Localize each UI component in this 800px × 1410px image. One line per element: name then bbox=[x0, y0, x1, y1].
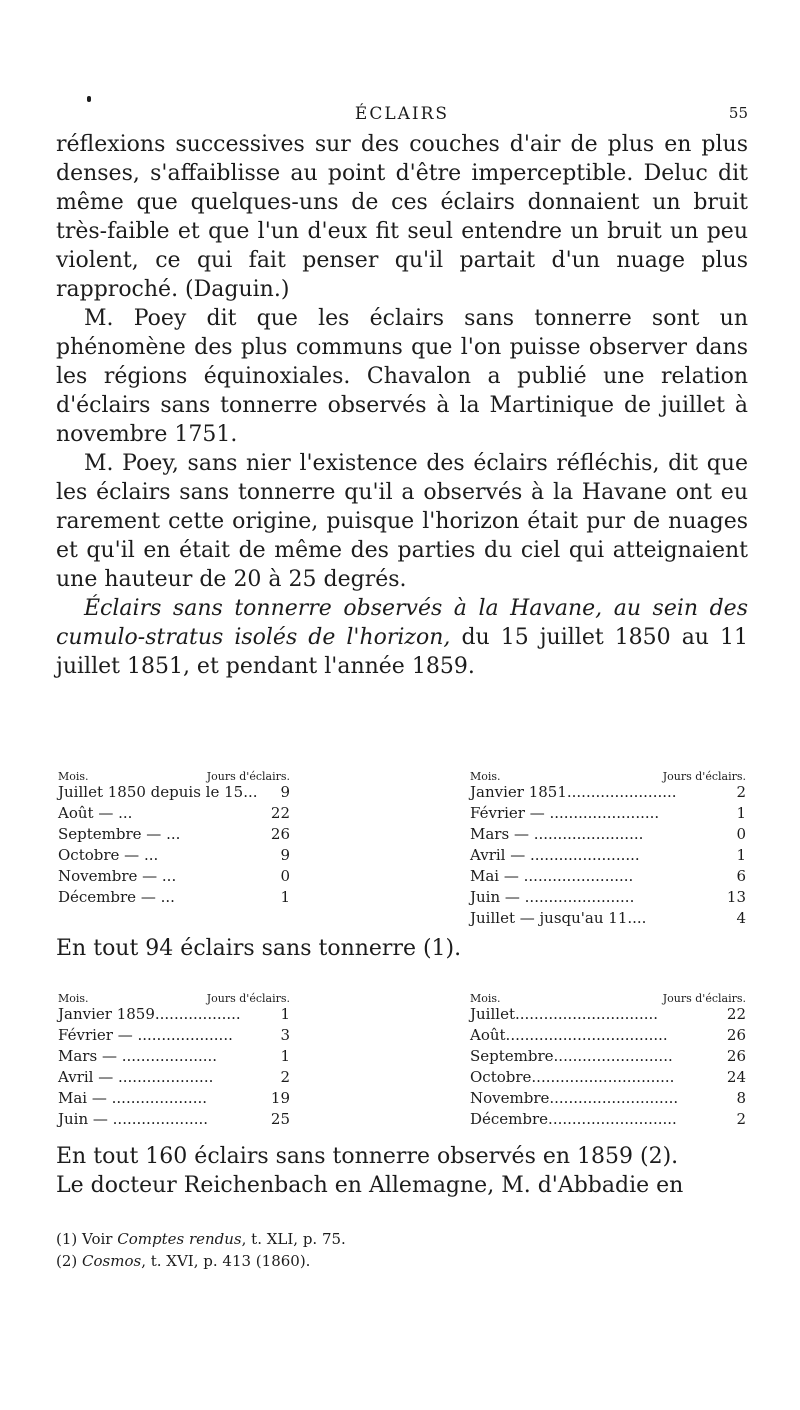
row-mois: Octobre — ... bbox=[58, 846, 159, 864]
table-row bbox=[58, 1088, 290, 1109]
row-jours: 25 bbox=[270, 1110, 290, 1128]
row-jours: 26 bbox=[726, 1026, 746, 1044]
row-jours: 26 bbox=[270, 825, 290, 843]
row-mois: Août.................................. bbox=[470, 1026, 668, 1044]
row-jours: 1 bbox=[280, 1005, 290, 1023]
closing-text bbox=[56, 1142, 748, 1200]
row-mois: Septembre......................... bbox=[470, 1047, 673, 1065]
table-header bbox=[58, 988, 290, 1004]
footnote-ref: , t. XVI, p. 413 (1860). bbox=[141, 1252, 311, 1270]
col-jours: Jours d'éclairs. bbox=[206, 770, 290, 783]
row-mois: Octobre.............................. bbox=[470, 1068, 675, 1086]
footnote bbox=[56, 1228, 346, 1250]
row-jours: 0 bbox=[736, 825, 746, 843]
ink-dot bbox=[87, 96, 91, 102]
table-header bbox=[470, 766, 746, 782]
row-jours: 4 bbox=[736, 909, 746, 927]
row-mois: Mai — ....................... bbox=[470, 867, 634, 885]
row-mois: Août — ... bbox=[58, 804, 133, 822]
row-mois: Mars — .................... bbox=[58, 1047, 218, 1065]
table-row bbox=[58, 1067, 290, 1088]
paragraph: M. Poey, sans nier l'existence des éclairs réfléchis, dit que les éclairs sans tonnerre qu'il a observés à la Havane ont eu rarement cette origine, puisque l'horizon était pur de nuages et qu'il en était de même des parties du ciel qui atteignaient une hauteur de 20 à 25 degrés. bbox=[56, 451, 748, 592]
row-jours: 1 bbox=[280, 1047, 290, 1065]
footnote-source: Cosmos bbox=[82, 1252, 142, 1270]
row-jours: 2 bbox=[736, 1110, 746, 1128]
row-mois: Juillet.............................. bbox=[470, 1005, 659, 1023]
footnote-source: Comptes rendus bbox=[117, 1230, 242, 1248]
table-row bbox=[58, 1025, 290, 1046]
running-head bbox=[56, 104, 748, 132]
table1-right bbox=[470, 766, 746, 929]
row-mois: Décembre — ... bbox=[58, 888, 175, 906]
footnote bbox=[56, 1250, 346, 1272]
footnote-ref: , t. XLI, p. 75. bbox=[241, 1230, 346, 1248]
row-mois: Février — ....................... bbox=[470, 804, 660, 822]
row-jours: 8 bbox=[736, 1089, 746, 1107]
table-row bbox=[470, 1088, 746, 1109]
table-row bbox=[470, 1067, 746, 1088]
table-row bbox=[58, 1046, 290, 1067]
page-number: 55 bbox=[728, 104, 748, 122]
row-jours: 9 bbox=[280, 846, 290, 864]
footnotes bbox=[56, 1228, 346, 1272]
row-jours: 22 bbox=[726, 1005, 746, 1023]
row-jours: 1 bbox=[736, 804, 746, 822]
row-jours: 19 bbox=[270, 1089, 290, 1107]
row-mois: Janvier 1851....................... bbox=[470, 783, 677, 801]
row-jours: 1 bbox=[736, 846, 746, 864]
table-row bbox=[470, 782, 746, 803]
table-row bbox=[470, 803, 746, 824]
row-jours: 13 bbox=[726, 888, 746, 906]
row-jours: 2 bbox=[736, 783, 746, 801]
continuation-line: Le docteur Reichenbach en Allemagne, M. d'Abbadie en bbox=[56, 1173, 684, 1198]
row-mois: Novembre — ... bbox=[58, 867, 177, 885]
table-row bbox=[470, 1109, 746, 1130]
table-row bbox=[470, 824, 746, 845]
table-row bbox=[58, 887, 290, 908]
table-header bbox=[470, 988, 746, 1004]
row-jours: 0 bbox=[280, 867, 290, 885]
table-row bbox=[470, 1004, 746, 1025]
table2-left bbox=[58, 988, 290, 1130]
paragraph: M. Poey dit que les éclairs sans tonnerre sont un phénomène des plus communs que l'on puisse observer dans les régions équinoxiales. Chavalon a publié une relation d'éclairs sans tonnerre observés à la Martinique de juillet à novembre 1751. bbox=[56, 306, 748, 447]
col-mois: Mois. bbox=[58, 770, 89, 783]
row-jours: 1 bbox=[280, 888, 290, 906]
table-row bbox=[58, 782, 290, 803]
total-1859: En tout 160 éclairs sans tonnerre observés en 1859 (2). bbox=[56, 1144, 679, 1169]
row-jours: 24 bbox=[726, 1068, 746, 1086]
row-jours: 9 bbox=[280, 783, 290, 801]
table-row bbox=[470, 866, 746, 887]
row-mois: Juillet 1850 depuis le 15... bbox=[58, 783, 258, 801]
table-row bbox=[58, 824, 290, 845]
row-mois: Avril — ....................... bbox=[470, 846, 640, 864]
col-jours: Jours d'éclairs. bbox=[662, 992, 746, 1005]
table-row bbox=[58, 845, 290, 866]
total-1859-1851: En tout 94 éclairs sans tonnerre (1). bbox=[56, 936, 462, 961]
body-text bbox=[56, 130, 748, 681]
row-mois: Septembre — ... bbox=[58, 825, 181, 843]
paragraph: réflexions successives sur des couches d'air de plus en plus denses, s'affaiblisse au point d'être imperceptible. Deluc dit même que quelques-uns de ces éclairs donnaient un bruit très-faible et que l'un d'eux fit seul entendre un bruit un peu violent, ce qui fait penser qu'il partait d'un nuage plus rapproché. (Daguin.) bbox=[56, 132, 748, 302]
table-row bbox=[470, 845, 746, 866]
table-row bbox=[58, 1004, 290, 1025]
col-mois: Mois. bbox=[470, 770, 501, 783]
table-row bbox=[470, 908, 746, 929]
row-mois: Janvier 1859.................. bbox=[58, 1005, 241, 1023]
running-title: ÉCLAIRS bbox=[354, 104, 450, 124]
section-heading-roman: du 15 juillet 1850 au 11 juillet 1851, et pendant l'année 1859. bbox=[56, 625, 748, 679]
row-jours: 3 bbox=[280, 1026, 290, 1044]
row-jours: 6 bbox=[736, 867, 746, 885]
table-header bbox=[58, 766, 290, 782]
row-mois: Novembre........................... bbox=[470, 1089, 679, 1107]
row-mois: Mars — ....................... bbox=[470, 825, 644, 843]
row-mois: Juillet — jusqu'au 11.... bbox=[470, 909, 647, 927]
row-mois: Mai — .................... bbox=[58, 1089, 207, 1107]
row-mois: Décembre........................... bbox=[470, 1110, 677, 1128]
table-row bbox=[470, 887, 746, 908]
row-mois: Juin — .................... bbox=[58, 1110, 209, 1128]
footnote-mark: (2) bbox=[56, 1252, 83, 1270]
col-jours: Jours d'éclairs. bbox=[206, 992, 290, 1005]
col-mois: Mois. bbox=[470, 992, 501, 1005]
section-heading-italic: Éclairs sans tonnerre observés à la Havane, au sein des cumulo-stratus isolés de l'horizon, bbox=[56, 596, 748, 650]
table-row bbox=[470, 1025, 746, 1046]
row-jours: 22 bbox=[270, 804, 290, 822]
table-row bbox=[58, 866, 290, 887]
row-mois: Juin — ....................... bbox=[470, 888, 635, 906]
row-mois: Avril — .................... bbox=[58, 1068, 214, 1086]
row-jours: 2 bbox=[280, 1068, 290, 1086]
table-row bbox=[58, 803, 290, 824]
row-jours: 26 bbox=[726, 1047, 746, 1065]
table2-right bbox=[470, 988, 746, 1130]
table-row bbox=[58, 1109, 290, 1130]
section-heading bbox=[56, 594, 748, 681]
row-mois: Février — .................... bbox=[58, 1026, 233, 1044]
col-mois: Mois. bbox=[58, 992, 89, 1005]
col-jours: Jours d'éclairs. bbox=[662, 770, 746, 783]
table-row bbox=[470, 1046, 746, 1067]
table1-left bbox=[58, 766, 290, 908]
footnote-mark: (1) Voir bbox=[56, 1230, 118, 1248]
